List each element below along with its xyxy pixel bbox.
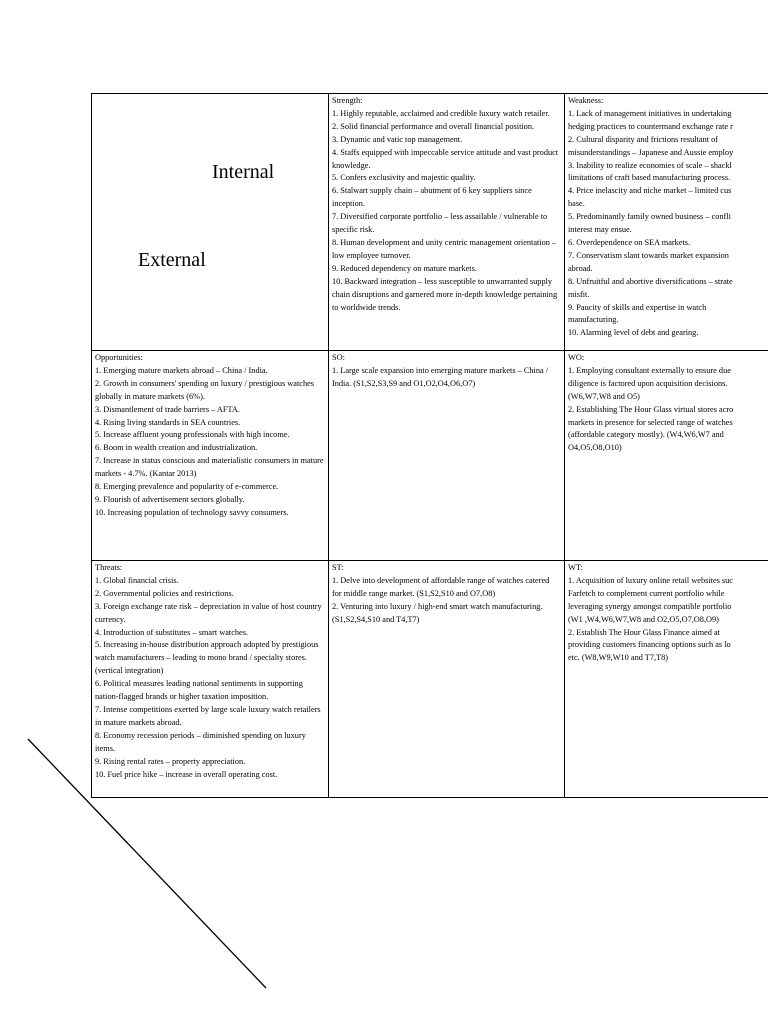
list-item: 3. Inability to realize economies of scale – shackl [568, 160, 732, 170]
wt-heading: WT: [568, 563, 583, 572]
list-item: misfit. [568, 289, 590, 299]
st-heading: ST: [332, 563, 344, 572]
list-item: 5. Confers exclusivity and majestic quality. [332, 173, 476, 183]
weaknesses-heading: Weakness: [568, 96, 604, 105]
list-item: 3. Dynamic and vatic top management. [332, 134, 463, 144]
list-item: 10. Increasing population of technology savvy consumers. [95, 507, 289, 517]
list-item: manufacturing. [568, 315, 619, 325]
list-item: 1. Highly reputable, acclaimed and credible luxury watch retailer. [332, 108, 550, 118]
internal-label: Internal [212, 161, 275, 183]
list-item: 3. Dismantlement of trade barriers – AFTA. [95, 404, 240, 414]
list-item: 6. Political measures leading national sentiments in supporting nation-flagged brands or higher taxation imposition. [95, 679, 303, 702]
list-item: 8. Unfruitful and abortive diversifications – strate [568, 276, 733, 286]
list-item: hedging practices to countermand exchange rate r [568, 121, 733, 131]
list-item: diligence is factored upon acquisition decisions. [568, 378, 728, 388]
list-item: (affordable category mostly). (W4,W6,W7 and [568, 430, 724, 440]
list-item: 1. Acquisition of luxury online retail websites suc [568, 575, 733, 585]
list-item: 10. Backward integration – less susceptible to unwarranted supply chain disruptions and garnered more in-depth knowledge pertaining to worldwide trends. [332, 276, 558, 312]
list-item: interest may ensue. [568, 225, 632, 235]
list-item: 2. Venturing into luxury / high-end smart watch manufacturing. (S1,S2,S4,S10 and T4,T7) [332, 601, 543, 624]
list-item: base. [568, 199, 585, 209]
list-item: 1. Global financial crisis. [95, 575, 179, 585]
list-item: 9. Paucity of skills and expertise in watch [568, 302, 707, 312]
list-item: 7. Increase in status conscious and materialistic consumers in mature markets - 4.7%. (Kantar 2013) [95, 456, 324, 479]
list-item: (W6,W7,W8 and O5) [568, 391, 640, 401]
list-item: 1. Emerging mature markets abroad – China / India. [95, 365, 268, 375]
diagonal-stroke [28, 739, 266, 988]
list-item: misunderstandings – Japanese and Aussie employ [568, 147, 734, 157]
so-heading: SO: [332, 353, 345, 362]
list-item: leveraging synergy amongst compatible portfolio [568, 601, 732, 611]
list-item: 2. Cultural disparity and frictions resultant of [568, 134, 719, 144]
list-item: 2. Establishing The Hour Glass virtual stores acro [568, 404, 734, 414]
list-item: abroad. [568, 263, 593, 273]
list-item: 6. Boom in wealth creation and industrialization. [95, 443, 258, 453]
threats-heading: Threats: [95, 563, 123, 572]
list-item: 9. Reduced dependency on mature markets. [332, 263, 477, 273]
list-item: 1. Lack of management initiatives in undertaking [568, 108, 732, 118]
list-item: 3. Foreign exchange rate risk – depreciation in value of host country currency. [95, 601, 322, 624]
list-item: 1. Employing consultant externally to ensure due [568, 365, 731, 375]
list-item: (W1 ,W4,W6,W7,W8 and O2,O5,O7,O8,O9) [568, 614, 719, 624]
list-item: 7. Diversified corporate portfolio – less assailable / vulnerable to specific risk. [332, 212, 548, 235]
list-item: 5. Increase affluent young professionals with high income. [95, 430, 290, 440]
list-item: 6. Overdependence on SEA markets. [568, 237, 691, 247]
list-item: 4. Staffs equipped with impeccable service attitude and vast product knowledge. [332, 147, 559, 170]
list-item: 7. Intense competitions exerted by large scale luxury watch retailers in mature markets abroad. [95, 704, 321, 727]
list-item: 2. Establish The Hour Glass Finance aimed at [568, 627, 720, 637]
opportunities-heading: Opportunities: [95, 353, 143, 362]
list-item: 8. Human development and unity centric management orientation – low employee turnover. [332, 237, 557, 260]
list-item: Farfetch to complement current portfolio while [568, 588, 725, 598]
list-item: 8. Emerging prevalence and popularity of e-commerce. [95, 482, 279, 492]
list-item: 10. Fuel price hike – increase in overall operating cost. [95, 769, 278, 779]
list-item: limitations of craft based manufacturing process. [568, 173, 731, 183]
list-item: 1. Delve into development of affordable range of watches catered for middle range market. (S1,S2,S10 and O7,O8) [332, 575, 550, 598]
external-label: External [138, 249, 206, 271]
list-item: 4. Introduction of substitutes – smart watches. [95, 627, 249, 637]
list-item: 4. Price inelascity and niche market – limited cus [568, 186, 732, 196]
list-item: providing customers financing options such as lo [568, 640, 731, 650]
list-item: 8. Economy recession periods – diminished spending on luxury items. [95, 730, 306, 753]
list-item: 7. Conservatism slant towards market expansion [568, 250, 729, 260]
list-item: 2. Solid financial performance and overall financial position. [332, 121, 535, 131]
list-item: 5. Predominantly family owned business – confli [568, 212, 731, 222]
list-item: etc. (W8,W9,W10 and T7,T8) [568, 653, 669, 663]
list-item: 2. Governmental policies and restrictions. [95, 588, 234, 598]
list-item: 2. Growth in consumers' spending on luxury / prestigious watches globally in mature markets (6%). [95, 378, 315, 401]
list-item: 9. Rising rental rates – property appreciation. [95, 756, 246, 766]
list-item: 10. Alarming level of debt and gearing. [568, 328, 699, 338]
list-item: 6. Stalwart supply chain – abutment of 6 key suppliers since inception. [332, 186, 532, 209]
list-item: 1. Large scale expansion into emerging mature markets – China / India. (S1,S2,S3,S9 and O1,O2,O4,O6,O7) [332, 365, 549, 388]
wo-heading: WO: [568, 353, 585, 362]
list-item: markets in presence for selected range of watches [568, 417, 733, 427]
list-item: 4. Rising living standards in SEA countries. [95, 417, 241, 427]
strengths-heading: Strength: [332, 96, 363, 105]
list-item: 9. Flourish of advertisement sectors globally. [95, 494, 245, 504]
list-item: O4,O5,O8,O10) [568, 443, 622, 453]
list-item: 5. Increasing in-house distribution approach adopted by prestigious watch manufacturers – leading to mono brand / specialty stores. (vertical integration) [95, 640, 319, 676]
